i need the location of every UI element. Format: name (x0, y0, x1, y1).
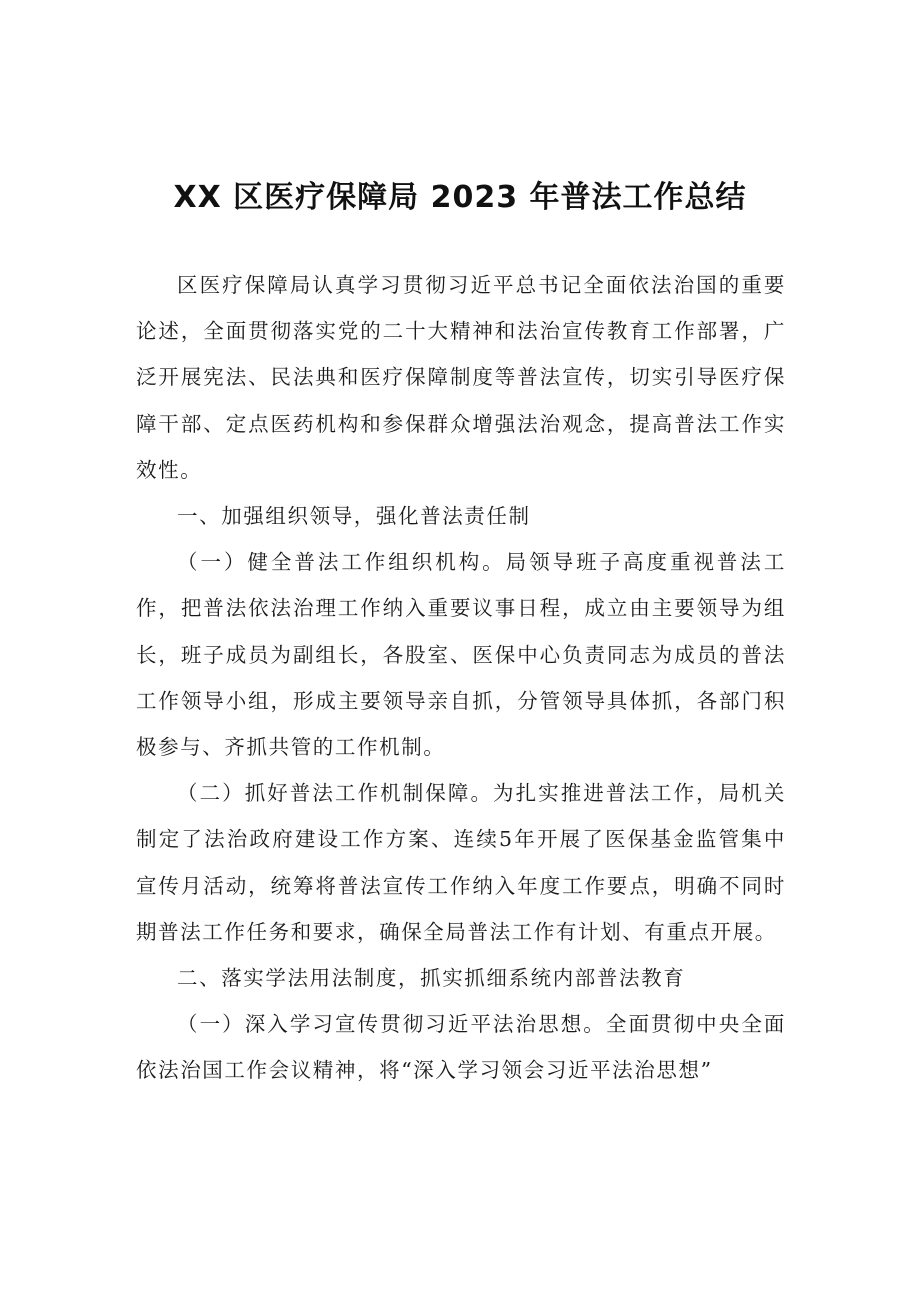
section-heading-2: 二、落实学法用法制度，抓实抓细系统内部普法教育 (177, 966, 686, 991)
document-body (136, 262, 786, 1094)
document-title: XX 区医疗保障局 2023 年普法工作总结 (173, 180, 747, 215)
subsection-paragraph-1-2: （二）抓好普法工作机制保障。为扎实推进普法工作，局机关制定了法治政府建设工作方案、连续5年开展了医保基金监管集中宣传月活动，统筹将普法宣传工作纳入年度工作要点，明确不同时期普法工作任务和要求，确保全局普法工作有计划、有重点开展。 (136, 781, 786, 944)
intro-paragraph: 区医疗保障局认真学习贯彻习近平总书记全面依法治国的重要论述，全面贯彻落实党的二十大精神和法治宣传教育工作部署，广泛开展宪法、民法典和医疗保障制度等普法宣传，切实引导医疗保障干部、定点医药机构和参保群众增强法治观念，提高普法工作实效性。 (136, 273, 786, 482)
subsection-paragraph-2-1: （一）深入学习宣传贯彻习近平法治思想。全面贯彻中央全面依法治国工作会议精神，将“深入学习领会习近平法治思想” (136, 1012, 786, 1083)
section-heading-1: 一、加强组织领导，强化普法责任制 (177, 504, 531, 529)
subsection-paragraph-1-1: （一）健全普法工作组织机构。局领导班子高度重视普法工作，把普法依法治理工作纳入重要议事日程，成立由主要领导为组长，班子成员为副组长，各股室、医保中心负责同志为成员的普法工作领导小组，形成主要领导亲自抓，分管领导具体抓，各部门积极参与、齐抓共管的工作机制。 (136, 550, 786, 760)
